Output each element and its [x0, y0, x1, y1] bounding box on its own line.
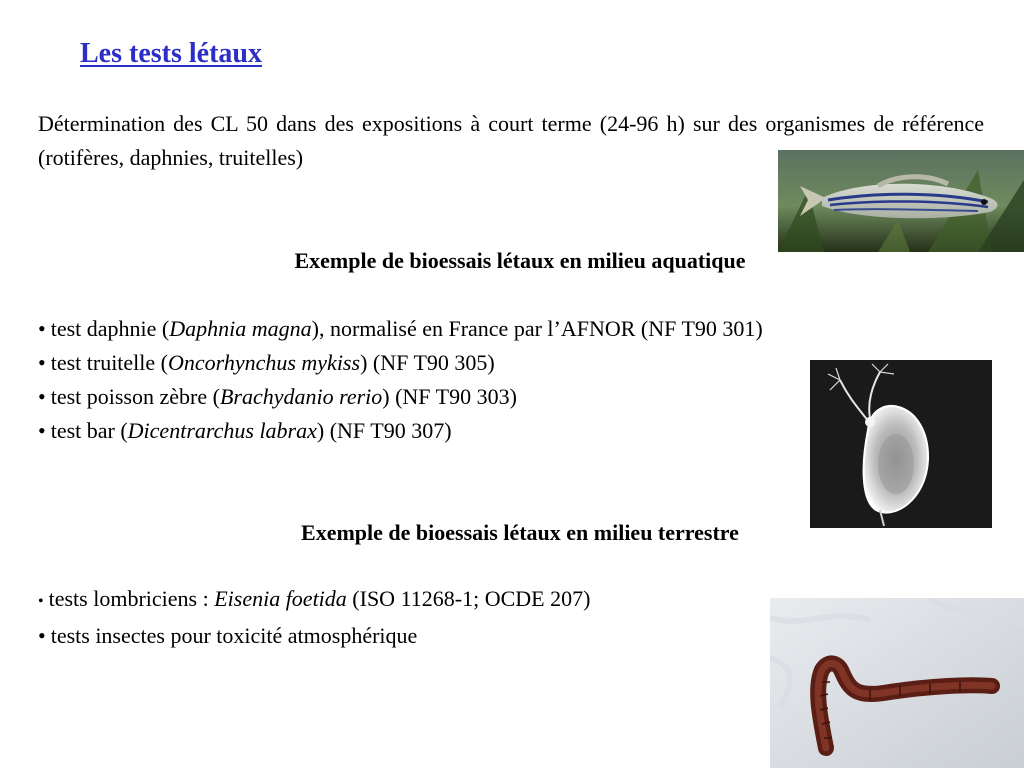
aquatic-heading: Exemple de bioessais létaux en milieu aquatique	[294, 248, 746, 273]
earthworm-photo	[770, 598, 1024, 768]
terrestrial-test-list	[38, 582, 590, 653]
daphnia-photo	[810, 360, 992, 528]
species-name: Dicentrarchus labrax	[127, 418, 317, 443]
item-text: test bar (	[50, 418, 128, 443]
item-text: ) (NF T90 303)	[382, 384, 517, 409]
item-text: ), normalisé en France par l’AFNOR (NF T90 301)	[311, 316, 763, 341]
bullet: •	[38, 316, 46, 341]
item-text: (ISO 11268-1; OCDE 207)	[346, 586, 591, 611]
bullet: •	[38, 593, 44, 610]
item-text: test truitelle (	[50, 350, 168, 375]
bullet: •	[38, 350, 46, 375]
list-item	[38, 312, 763, 346]
item-text: ) (NF T90 307)	[316, 418, 452, 443]
slide-title: Les tests létaux	[80, 38, 262, 69]
list-item	[38, 414, 763, 448]
aquatic-test-list	[38, 312, 763, 448]
list-item	[38, 582, 590, 619]
terrestrial-heading: Exemple de bioessais létaux en milieu terrestre	[301, 520, 739, 545]
item-text: ) (NF T90 305)	[360, 350, 495, 375]
list-item	[38, 346, 763, 380]
species-name: Eisenia foetida	[214, 586, 347, 611]
species-name: Daphnia magna	[169, 316, 312, 341]
item-text: tests insectes pour toxicité atmosphérique	[50, 623, 418, 648]
item-text: test poisson zèbre (	[50, 384, 220, 409]
item-text: tests lombriciens :	[48, 586, 215, 611]
item-text: test daphnie (	[50, 316, 170, 341]
intro-paragraph: Détermination des CL 50 dans des expositions à court terme (24-96 h) sur des organismes de référence (rotifères, daphnies, truitelles)	[38, 111, 984, 170]
species-name: Brachydanio rerio	[219, 384, 383, 409]
species-name: Oncorhynchus mykiss	[168, 350, 361, 375]
bullet: •	[38, 384, 46, 409]
list-item	[38, 619, 590, 653]
bullet: •	[38, 623, 46, 648]
list-item	[38, 380, 763, 414]
zebrafish-photo	[778, 150, 1024, 252]
bullet: •	[38, 418, 46, 443]
